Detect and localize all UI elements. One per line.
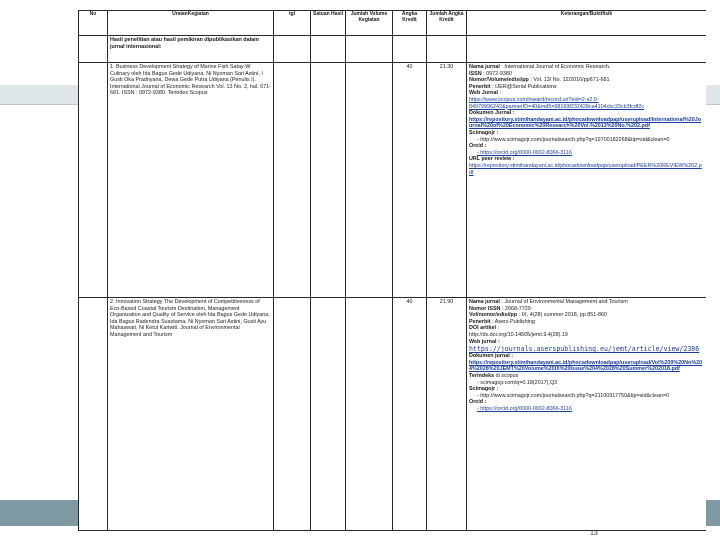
web-journal-link[interactable]: https://www.scopus.com/inward/record.uri?eid=2-s2.0-84979996242&partnerID=40&md5=98169f232428ca4104cbc33cb3fcdf2c (469, 96, 645, 110)
scimagojr-label: Scimagojr : (469, 129, 499, 136)
table-row (79, 36, 707, 63)
header-jumlah-angka-kredit: Jumlah Angka Kredit (427, 11, 467, 36)
info-line: Penerbit : IJER@Serial Publications (469, 83, 557, 90)
web-journal-link[interactable]: https://journals.aserspublishing.eu/jemt/article/view/2386 (469, 345, 700, 354)
publication-description: 2. Innovation Strategy The Development of Competitiveness of Eco-Based Coastal Tourism Destination, Management Organization and Quality of Service oleh Ida Bagus Gede Udiyana, Ida Bagus Radendra Suastama, Ni Nyoman Sari Astini, Gusti Ayu Mahaswari, Ni Ketut Kariwiti. Journal of Environmental Management and Tourism (108, 298, 274, 531)
table-header-row (79, 11, 707, 36)
dokumen-link[interactable]: https://repository.stimihandayani.ac.id/phocadownloadpap/userupload/International%20Journal%20of%20Economic%20Research%20Vol.%2013%20No.%202.pdf (469, 116, 702, 130)
doi-value[interactable]: http://dx.doi.org/10.14505/jemt.9.4(28).19 (469, 331, 568, 338)
document-page (78, 7, 706, 540)
info-line: ISSN : 0972-9380 (469, 70, 512, 77)
header-tgl: tgl (274, 11, 311, 36)
orcid-link[interactable]: - https://orcid.org/0000-0002-8066-3116 (477, 405, 572, 412)
jumlah-angka-kredit: 21.30 (427, 63, 467, 298)
peer-review-link[interactable]: https://repository.stimihandayani.ac.id/phocadownloadpap/userupload/PEER%20REVIEW%202.pdf (469, 162, 702, 176)
info-line: DOI artikel : (469, 325, 499, 332)
angka-kredit: 40 (393, 63, 427, 298)
header-jumlah-volume: Jumlah Volume Kegiatan (346, 11, 393, 36)
scimagojr-link[interactable]: - http://www.scimagojr.com/journalsearch.php?q=21100317750&tip=sid&clean=0 (477, 392, 670, 399)
orcid-label: Orcid : (469, 143, 487, 150)
table-row (79, 298, 707, 531)
info-line: Nama jurnal : Journal of Environmental Management and Tourism (469, 299, 628, 305)
jumlah-angka-kredit: 21.90 (427, 298, 467, 531)
info-line: Nomor/Volume/edisi/pp : Vol. 13/ No. 12/2016/pp671-681 (469, 77, 610, 84)
section-intro: Hasil penelitian atau hasil pemikiran dipublikasikan dalam jurnal internasional: (108, 36, 274, 63)
header-angka-kredit: Angka Kredit (393, 11, 427, 36)
header-satuan-hasil: Satuan Hasil (311, 11, 346, 36)
header-uraian-kegiatan: UraianKegiatan (108, 11, 274, 36)
index-line: Terindeks di scopus (469, 372, 519, 379)
orcid-link[interactable]: - https://orcid.org/0000-0002-8066-3116 (477, 149, 572, 156)
evidence-cell (467, 298, 707, 531)
orcid-label: Orcid : (469, 399, 487, 406)
info-line: Penerbit : Asers Publishing (469, 318, 535, 325)
index-sub: - scimagojr.com/q=0.18(2017),Q3 (477, 379, 558, 386)
info-line: Vol/nomor/edisi/pp : IX, 4(28) summer 2018, pp.851-860 (469, 312, 608, 319)
evidence-cell (467, 63, 707, 298)
info-line: Web Jurnal : (469, 90, 501, 97)
dokumen-label: Dokumen Jurnal : (469, 110, 515, 117)
info-line: Nomor ISSN : 2068-7729 (469, 305, 531, 312)
scimagojr-label: Scimagojr : (469, 386, 499, 393)
angka-kredit: 40 (393, 298, 427, 531)
header-keterangan: Keterangan/Buktifisik (467, 11, 707, 36)
credit-table (78, 10, 706, 531)
dokumen-link[interactable]: https://repository.stimihandayani.ac.id/phocadownloadpap/userupload/Vol%209%20No%204%2028%20JEMT%20Volume%20IX%20Issue%204%2028%20Summer%202018.pdf (469, 359, 703, 373)
web-journal-label: Web jurnal : (469, 338, 500, 345)
header-no: No (79, 11, 108, 36)
page-number: 13 (590, 530, 598, 537)
dokumen-label: Dokumen jurnal : (469, 353, 514, 360)
table-row (79, 63, 707, 298)
peer-review-label: URL peer review : (469, 156, 515, 163)
publication-description: 1. Business Development Strategy of Marine Fish Satay-W Culinary oleh Ida Bagus Gede Udiyana, Ni Nyoman Sari Astini, I Gusti Oka Pradnyana, Dewa Gede Putra Udiyana (Penulis I). International Journal of Economic Research Vol. 13 No. 2, hal. 671-681. ISSN : 0972-9380. Terindex Scopus (108, 63, 274, 298)
info-line: Nama jurnal : International Journal of Economic Research. (469, 64, 611, 70)
scimagojr-link[interactable]: - http://www.scimagojr.com/journalsearch.php?q=19700182268&tip=sid&clean=0 (477, 136, 670, 143)
